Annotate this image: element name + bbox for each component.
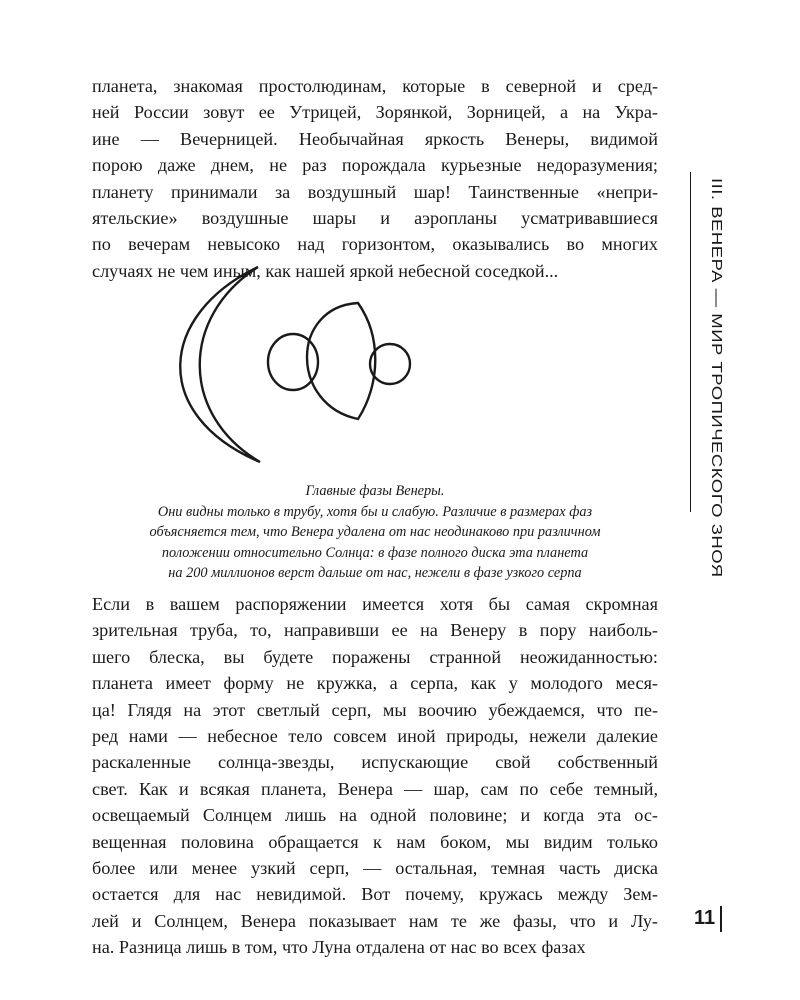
text-line: более или менее узкий серп, — остальная, темная часть диска (92, 857, 658, 878)
figure-caption-line: положении относительно Солнца: в фазе полного диска эта планета (161, 544, 589, 561)
text-line: ред нами — небесное тело совсем иной природы, нежели далекие (92, 725, 658, 746)
text-line: по вечерам невысоко над горизонтом, оказывались во многих (92, 234, 658, 255)
text-line: лей и Солнцем, Венера показывает нам те же фазы, что и Лу- (92, 910, 658, 931)
text-line: раскаленные солнца-звезды, испускающие свой собственный (92, 752, 658, 773)
text-line: порою даже днем, не раз порождала курьезные недоразумения; (92, 155, 658, 176)
text-line: зрительная труба, то, направивши ее на Венеру в пору наиболь- (92, 620, 658, 641)
running-head: III. ВЕНЕРА — МИР ТРОПИЧЕСКОГО ЗНОЯ (708, 178, 727, 578)
text-line: освещаемый Солнцем лишь на одной половине; и когда эта ос- (92, 805, 658, 826)
text-line: ней России зовут ее Утрицей, Зорянкой, Зорницей, а на Укра- (92, 102, 658, 123)
text-line: планету принимали за воздушный шар! Таинственные «непри- (92, 181, 658, 202)
venus-phases-figure (150, 255, 490, 470)
text-line: ца! Глядя на этот светлый серп, мы воочию убеждаемся, что пе- (92, 699, 658, 720)
text-line: планета, знакомая простолюдинам, которые в северной и сред- (92, 76, 658, 96)
figure-caption-title: Главные фазы Венеры. (305, 483, 445, 499)
venus-phase-crescent (180, 267, 260, 462)
text-line: свет. Как и всякая планета, Венера — шар, сам по себе темный, (92, 778, 658, 799)
text-line: ятельские» воздушные шары и аэропланы усматривавшиеся (92, 207, 658, 228)
body-paragraph-bottom (92, 591, 658, 960)
text-line: вещенная половина обращается к нам боком, мы видим только (92, 831, 658, 852)
text-line: Если в вашем распоряжении имеется хотя бы самая скромная (92, 594, 658, 614)
text-line: шего блеска, вы будете поражены странной неожиданностью: (92, 646, 658, 667)
text-line: случаях не чем иным, как нашей яркой небесной соседкой... (92, 260, 559, 281)
venus-phase-near-full (268, 334, 318, 390)
page-number: 11 (694, 907, 716, 929)
figure-caption-line: на 200 миллионов верст дальше от нас, нежели в фазе узкого серпа (168, 565, 582, 582)
figure-caption-line: объясняется тем, что Венера удалена от нас неодинаково при различном (149, 524, 601, 541)
text-line: на. Разница лишь в том, что Луна отдалена от нас во всех фазах (92, 937, 586, 958)
figure-caption (92, 481, 658, 584)
text-line: остается для нас невидимой. Вот почему, кружась между Зем- (92, 884, 658, 905)
page-number-rule (720, 906, 722, 932)
body-paragraph-top (92, 73, 658, 284)
text-line: планета имеет форму не кружка, а серпа, как у молодого меся- (92, 673, 658, 694)
text-line: ине — Вечерницей. Необычайная яркость Венеры, видимой (92, 128, 658, 149)
figure-caption-line: Они видны только в трубу, хотя бы и слабую. Различие в размерах фаз (157, 503, 593, 520)
